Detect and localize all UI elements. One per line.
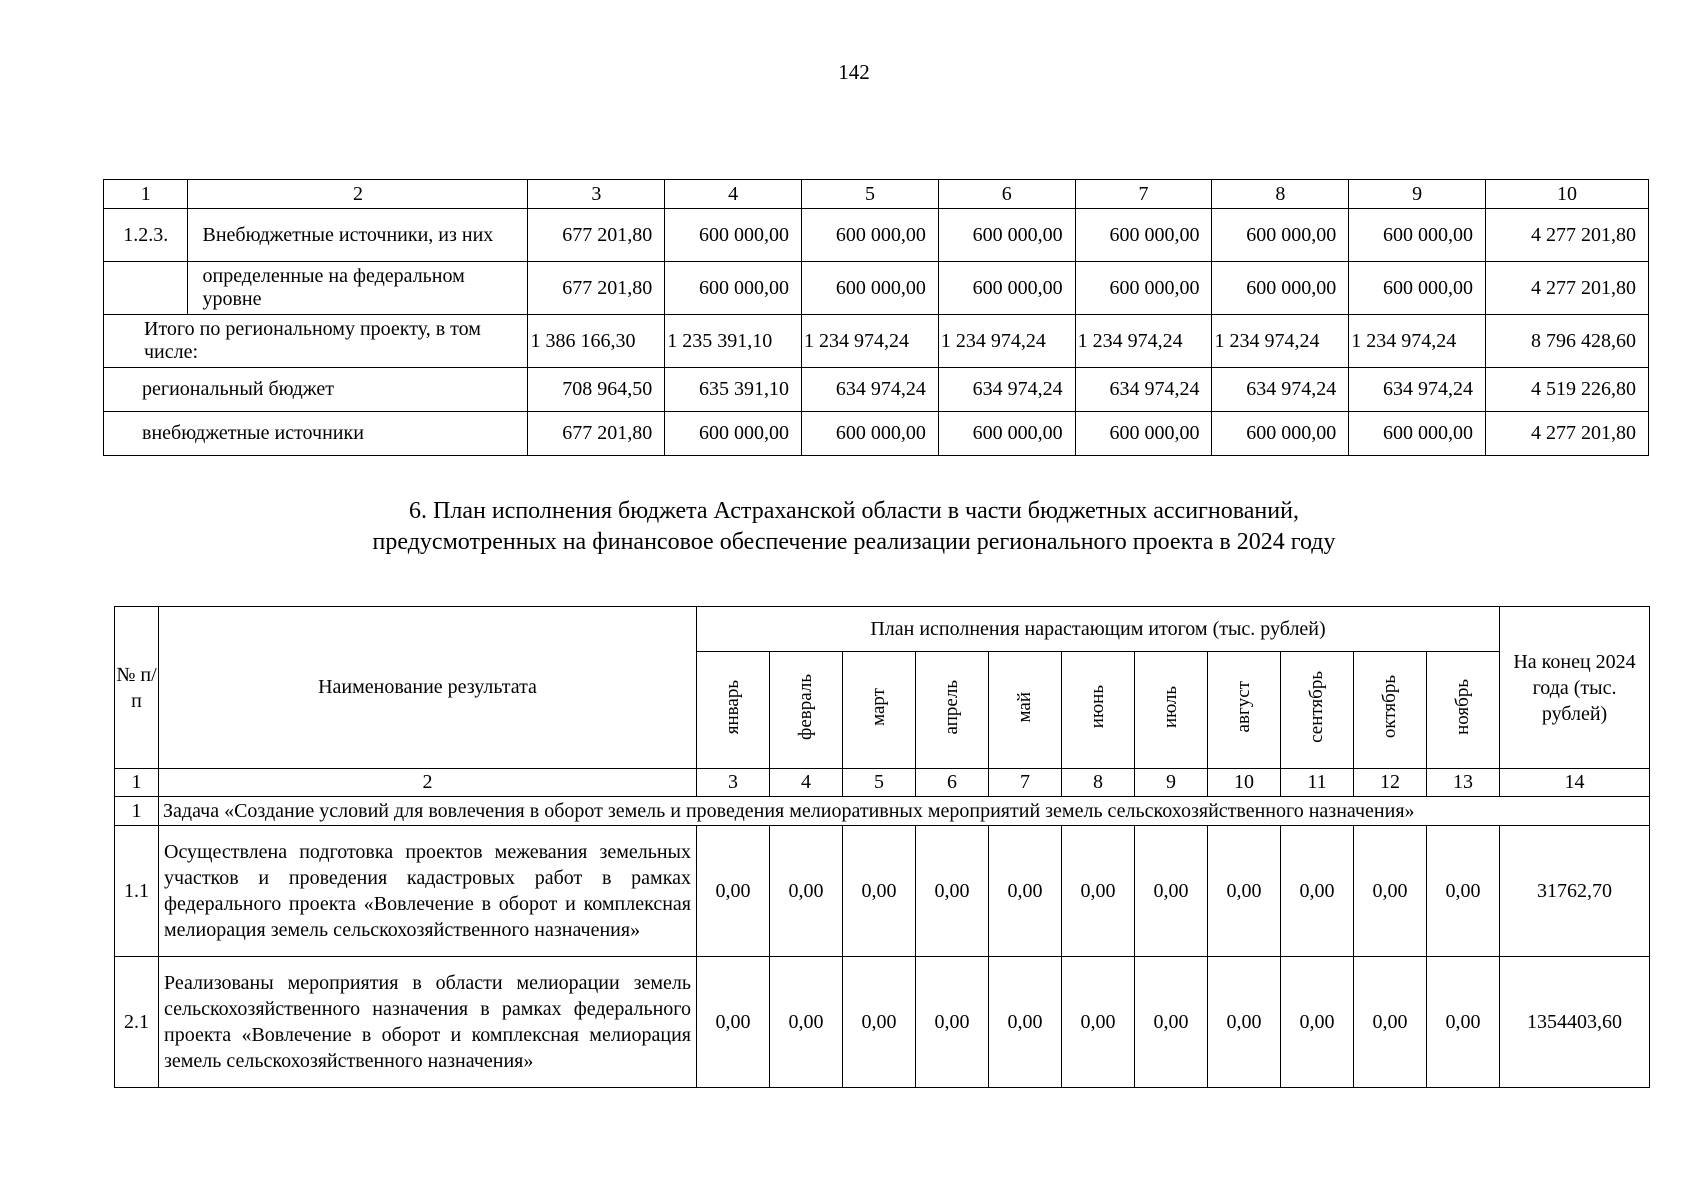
month-value: 0,00 [1208, 826, 1281, 957]
extrabudget-row [104, 412, 1649, 456]
value-cell: 677 201,80 [528, 412, 665, 456]
month-value: 0,00 [697, 957, 770, 1088]
month-value: 0,00 [1354, 957, 1427, 1088]
value-cell: 634 974,24 [802, 368, 939, 412]
column-index-row [115, 769, 1650, 797]
value-cell: 708 964,50 [528, 368, 665, 412]
value-cell: 634 974,24 [1075, 368, 1212, 412]
column-index: 9 [1135, 769, 1208, 797]
month-value: 0,00 [989, 826, 1062, 957]
month-value: 0,00 [770, 826, 843, 957]
month-value: 0,00 [1208, 957, 1281, 1088]
value-cell: 600 000,00 [938, 412, 1075, 456]
month-value: 0,00 [1281, 957, 1354, 1088]
month-header: март [843, 652, 916, 769]
value-cell: 1 234 974,24 [1349, 315, 1486, 368]
month-value: 0,00 [843, 957, 916, 1088]
column-index: 1 [115, 769, 159, 797]
value-cell: 600 000,00 [1349, 209, 1486, 262]
page-number: 142 [838, 60, 870, 84]
column-header: 9 [1349, 180, 1486, 209]
row-number: 1.2.3. [104, 209, 188, 262]
section-heading-line: 6. План исполнения бюджета Астраханской области в части бюджетных ассигнований, [409, 498, 1299, 524]
task-text: Задача «Создание условий для вовлечения в оборот земель и проведения мелиоративных мероприятий земель сельскохозяйственного назначения» [159, 797, 1650, 826]
value-cell: 600 000,00 [1075, 412, 1212, 456]
month-value: 0,00 [989, 957, 1062, 1088]
month-value: 0,00 [1281, 826, 1354, 957]
column-index: 11 [1281, 769, 1354, 797]
column-header: 3 [528, 180, 665, 209]
table-row [104, 262, 1649, 315]
month-value: 0,00 [1062, 826, 1135, 957]
value-cell: 600 000,00 [665, 209, 802, 262]
result-text: Реализованы мероприятия в области мелиорации земель сельскохозяйственного назначения в рамках федерального проекта «Вовлечение в оборот и комплексная мелиорация земель сельскохозяйственного назначения» [159, 957, 697, 1088]
row-name: Внебюджетные источники, из них [188, 209, 528, 262]
value-cell: 600 000,00 [1075, 209, 1212, 262]
value-cell: 1 234 974,24 [1212, 315, 1349, 368]
row-name: региональный бюджет [104, 368, 528, 412]
value-cell: 600 000,00 [1212, 209, 1349, 262]
column-index: 8 [1062, 769, 1135, 797]
budget-sources-table [103, 179, 1649, 456]
row-name: внебюджетные источники [104, 412, 528, 456]
result-number: 2.1 [115, 957, 159, 1088]
month-value: 0,00 [1354, 826, 1427, 957]
regional-budget-row [104, 368, 1649, 412]
row-name: определенные на федеральном уровне [188, 262, 528, 315]
value-cell: 677 201,80 [528, 209, 665, 262]
month-header: апрель [916, 652, 989, 769]
month-value: 0,00 [770, 957, 843, 1088]
section-heading [0, 496, 1708, 558]
plan-header: План исполнения нарастающим итогом (тыс. рублей) [697, 607, 1500, 652]
month-header: сентябрь [1281, 652, 1354, 769]
value-cell: 4 277 201,80 [1486, 262, 1649, 315]
year-end-value: 31762,70 [1500, 826, 1650, 957]
column-index: 2 [159, 769, 697, 797]
value-cell: 600 000,00 [938, 209, 1075, 262]
value-cell: 1 235 391,10 [665, 315, 802, 368]
row-number [104, 262, 188, 315]
table-row [104, 209, 1649, 262]
value-cell: 8 796 428,60 [1486, 315, 1649, 368]
header-row [115, 607, 1650, 652]
column-index: 14 [1500, 769, 1650, 797]
value-cell: 600 000,00 [938, 262, 1075, 315]
value-cell: 1 234 974,24 [1075, 315, 1212, 368]
task-number: 1 [115, 797, 159, 826]
year-end-value: 1354403,60 [1500, 957, 1650, 1088]
column-index: 10 [1208, 769, 1281, 797]
month-value: 0,00 [1135, 826, 1208, 957]
month-value: 0,00 [1062, 957, 1135, 1088]
column-header: 2 [188, 180, 528, 209]
value-cell: 634 974,24 [1212, 368, 1349, 412]
value-cell: 634 974,24 [938, 368, 1075, 412]
column-header: 5 [802, 180, 939, 209]
value-cell: 600 000,00 [802, 412, 939, 456]
month-header: ноябрь [1427, 652, 1500, 769]
value-cell: 1 386 166,30 [528, 315, 665, 368]
month-value: 0,00 [916, 826, 989, 957]
value-cell: 4 277 201,80 [1486, 209, 1649, 262]
result-text: Осуществлена подготовка проектов межевания земельных участков и проведения кадастровых работ в рамках федерального проекта «Вовлечение в оборот и комплексная мелиорация земель сельскохозяйственного назначения» [159, 826, 697, 957]
task-row [115, 797, 1650, 826]
column-index: 4 [770, 769, 843, 797]
result-row [115, 826, 1650, 957]
month-value: 0,00 [697, 826, 770, 957]
value-cell: 677 201,80 [528, 262, 665, 315]
table-header-row [104, 180, 1649, 209]
month-value: 0,00 [1427, 826, 1500, 957]
month-header: июль [1135, 652, 1208, 769]
result-number: 1.1 [115, 826, 159, 957]
result-row [115, 957, 1650, 1088]
month-header: июнь [1062, 652, 1135, 769]
value-cell: 600 000,00 [665, 262, 802, 315]
year-end-header: На конец 2024 года (тыс. рублей) [1500, 607, 1650, 769]
value-cell: 600 000,00 [1349, 412, 1486, 456]
col-name-header: Наименование результата [159, 607, 697, 769]
value-cell: 1 234 974,24 [938, 315, 1075, 368]
value-cell: 600 000,00 [1075, 262, 1212, 315]
month-value: 0,00 [1427, 957, 1500, 1088]
value-cell: 600 000,00 [1349, 262, 1486, 315]
value-cell: 635 391,10 [665, 368, 802, 412]
column-header: 6 [938, 180, 1075, 209]
value-cell: 600 000,00 [665, 412, 802, 456]
column-header: 8 [1212, 180, 1349, 209]
column-header: 1 [104, 180, 188, 209]
month-value: 0,00 [843, 826, 916, 957]
month-header: октябрь [1354, 652, 1427, 769]
column-index: 5 [843, 769, 916, 797]
total-label: Итого по региональному проекту, в том числе: [104, 315, 528, 368]
value-cell: 634 974,24 [1349, 368, 1486, 412]
month-value: 0,00 [916, 957, 989, 1088]
section-heading-line: предусмотренных на финансовое обеспечение реализации регионального проекта в 2024 году [372, 529, 1336, 555]
column-index: 3 [697, 769, 770, 797]
month-header: август [1208, 652, 1281, 769]
value-cell: 600 000,00 [1212, 262, 1349, 315]
month-header: май [989, 652, 1062, 769]
value-cell: 4 277 201,80 [1486, 412, 1649, 456]
value-cell: 4 519 226,80 [1486, 368, 1649, 412]
column-header: 4 [665, 180, 802, 209]
month-header: январь [697, 652, 770, 769]
value-cell: 1 234 974,24 [802, 315, 939, 368]
column-index: 7 [989, 769, 1062, 797]
col-num-header: № п/ п [115, 607, 159, 769]
value-cell: 600 000,00 [1212, 412, 1349, 456]
total-row [104, 315, 1649, 368]
value-cell: 600 000,00 [802, 262, 939, 315]
month-value: 0,00 [1135, 957, 1208, 1088]
column-header: 10 [1486, 180, 1649, 209]
month-header: февраль [770, 652, 843, 769]
budget-plan-table [114, 606, 1650, 1088]
column-index: 13 [1427, 769, 1500, 797]
column-index: 12 [1354, 769, 1427, 797]
column-header: 7 [1075, 180, 1212, 209]
value-cell: 600 000,00 [802, 209, 939, 262]
column-index: 6 [916, 769, 989, 797]
